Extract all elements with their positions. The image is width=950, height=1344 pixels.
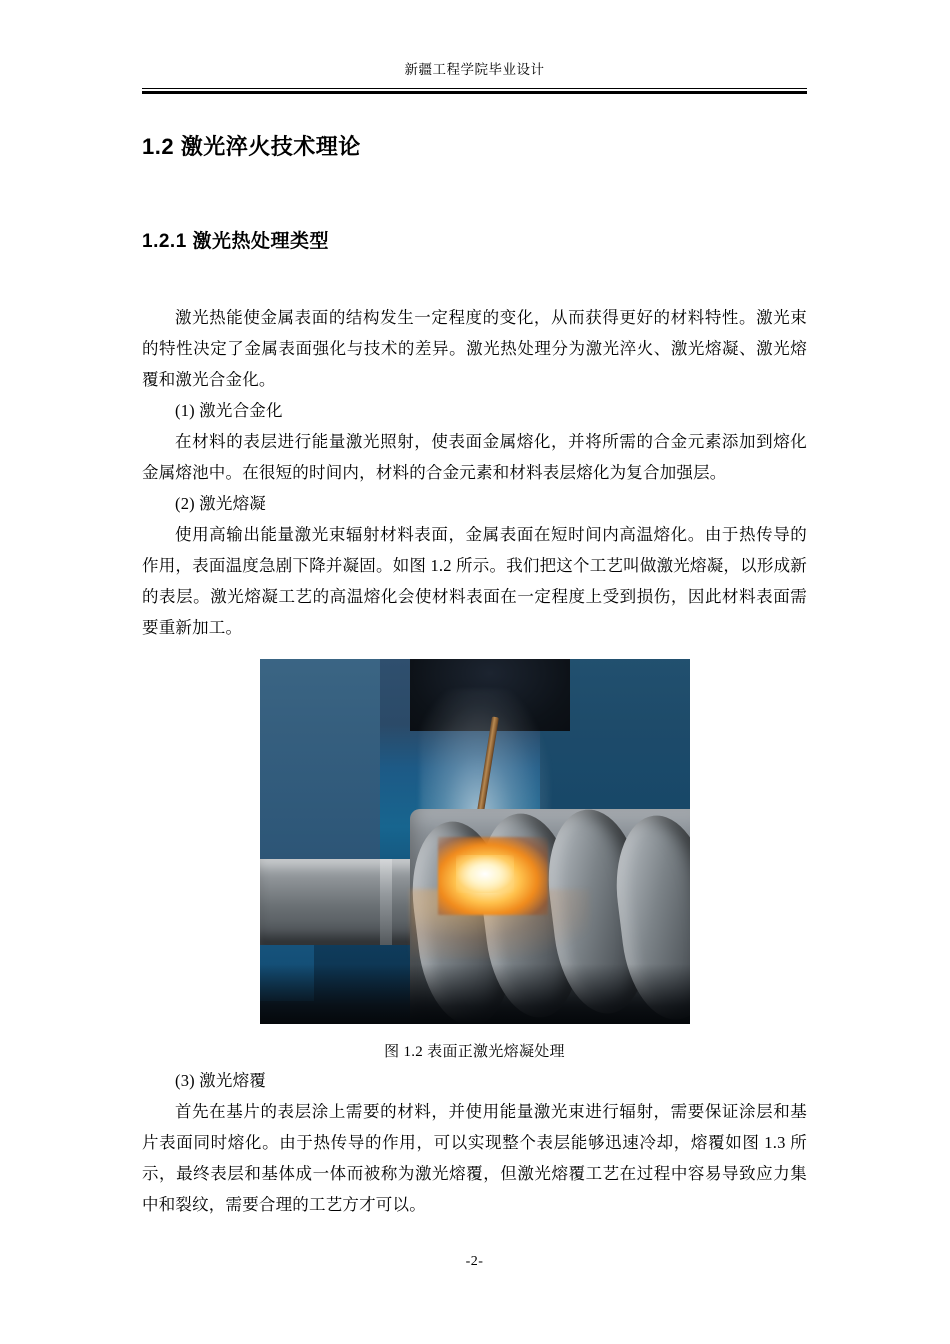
figure-caption: 图 1.2 表面正激光熔凝处理	[384, 1044, 565, 1060]
page-content-area	[142, 0, 807, 1344]
paragraph-item-1-body: 在材料的表层进行能量激光照射，使表面金属熔化，并将所需的合金元素添加到熔化金属熔池中。在很短的时间内，材料的合金元素和材料表层熔化为复合加强层。	[142, 432, 807, 482]
paragraph-item-3: (3) 激光熔覆	[175, 1071, 266, 1090]
photo-machine-panel-left	[260, 659, 380, 889]
photo-shaft-band	[380, 859, 392, 945]
photo-shadow-bottom	[260, 964, 690, 1024]
photo-laser-core	[456, 855, 514, 893]
page-number: -2-	[465, 1254, 484, 1269]
body-content	[142, 112, 807, 1220]
paragraph-item-3-body: 首先在基片的表层涂上需要的材料，并使用能量激光束进行辐射，需要保证涂层和基片表面同时熔化。由于热传导的作用，可以实现整个表层能够迅速冷却，熔覆如图 1.3 所示，最终表层和基体成一体而被称为激光熔覆，但激光熔覆工艺在过程中容易导致应力集中和裂纹，需要合理的工艺方才可以。	[142, 1102, 807, 1214]
figure-block	[142, 659, 807, 1065]
header-rule-thick	[142, 91, 807, 94]
paragraph-item-2-body: 使用高输出能量激光束辐射材料表面，金属表面在短时间内高温熔化。由于热传导的作用，表面温度急剧下降并凝固。如图 1.2 所示。我们把这个工艺叫做激光熔凝，以形成新的表层。激光熔凝工艺的高温熔化会使材料表面在一定程度上受到损伤，因此材料表面需要重新加工。	[142, 525, 807, 637]
paragraph-intro: 激光热能使金属表面的结构发生一定程度的变化，从而获得更好的材料特性。激光束的特性决定了金属表面强化与技术的差异。激光热处理分为激光淬火、激光熔凝、激光熔覆和激光合金化。	[142, 308, 807, 389]
subsection-heading: 1.2.1 激光热处理类型	[142, 231, 330, 252]
section-heading: 1.2 激光淬火技术理论	[142, 134, 361, 159]
paragraph-item-2: (2) 激光熔凝	[175, 494, 266, 513]
paragraph-item-1: (1) 激光合金化	[175, 401, 283, 420]
header-rule-thin	[142, 88, 807, 89]
running-header: 新疆工程学院毕业设计	[404, 62, 545, 77]
laser-remelting-photo	[260, 659, 690, 1024]
